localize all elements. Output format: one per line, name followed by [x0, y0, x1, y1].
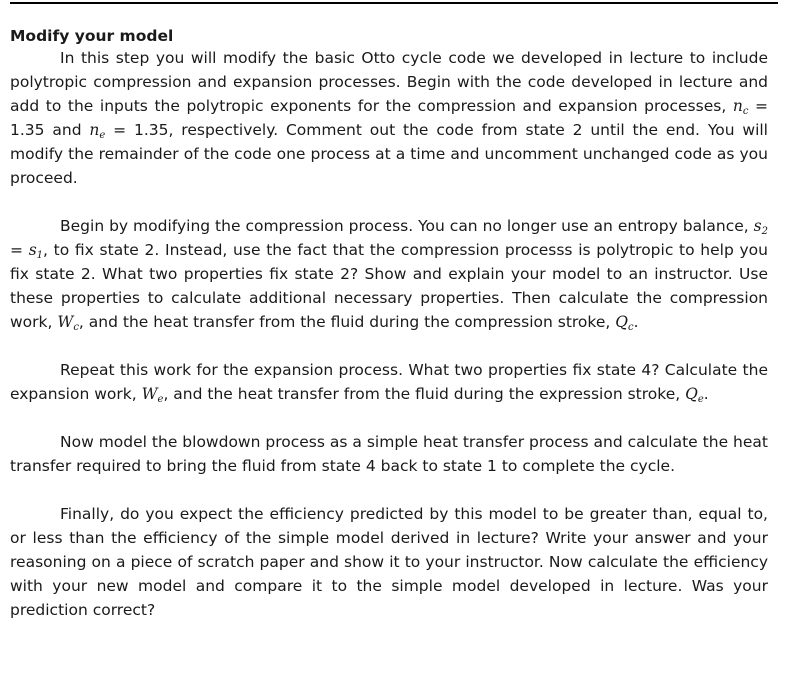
- math-wc: $W_c$: [57, 313, 79, 333]
- p2-text-d: .: [633, 313, 639, 331]
- paragraph-blowdown: Now model the blowdown process as a simple heat transfer process and calculate the heat transfer required to bring the fluid from state 4 back to state 1 to complete the cycle.: [10, 433, 768, 475]
- p2-text-a: Begin by modifying the compression process. You can no longer use an entropy balance,: [60, 217, 754, 235]
- p2-text-b: , to fix state 2. Instead, use the fact that the compression processs is polytropic to help you fix state 2. What two properties fix state 2? Show and explain your model to an instructor. Use these properties to calculate additional necessary properties. Then calculate the compression work,: [10, 241, 768, 331]
- paragraph-efficiency: Finally, do you expect the efficiency predicted by this model to be greater than, equal to, or less than the efficiency of the simple model derived in lecture? Write your answer and your reasoning on a piece of scratch paper and show it to your instructor. Now calculate the efficiency with your new model and compare it to the simple model developed in lecture. Was your prediction correct?: [10, 505, 768, 619]
- p2-text-c: , and the heat transfer from the fluid during the compression stroke,: [78, 313, 616, 331]
- math-we: $W_e$: [141, 385, 164, 405]
- section-heading: Modify your model: [10, 27, 174, 45]
- document-body: [10, 26, 768, 646]
- top-rule: [10, 2, 778, 4]
- p3-text-b: , and the heat transfer from the fluid during the expression stroke,: [163, 385, 686, 403]
- paragraph-expansion: [10, 358, 768, 406]
- math-s1: $s_1$: [28, 241, 44, 261]
- math-s2: $s_2$: [753, 217, 768, 237]
- paragraph-intro: [10, 46, 768, 190]
- p3-text-c: .: [703, 385, 709, 403]
- math-nc: $n_c$: [732, 97, 749, 117]
- p3-text-a: Repeat this work for the expansion process. What two properties fix state 4? Calculate the expansion work,: [10, 361, 768, 403]
- math-qc: $Q_c$: [615, 313, 634, 333]
- p1-text-c: = 1.35, respectively. Comment out the code from state 2 until the end. You will modify the remainder of the code one process at a time and uncomment unchanged code as you proceed.: [10, 121, 768, 187]
- math-qe: $Q_e$: [685, 385, 704, 405]
- p1-text-b: = 1.35 and: [10, 97, 768, 139]
- math-ne: $n_e$: [89, 121, 106, 141]
- p2-eq: =: [10, 241, 29, 259]
- p1-text-a: In this step you will modify the basic Otto cycle code we developed in lecture to include polytropic compression and expansion processes. Begin with the code developed in lecture and add to the inputs the polytropic exponents for the compression and expansion processes,: [10, 49, 768, 115]
- paragraph-compression: [10, 214, 768, 334]
